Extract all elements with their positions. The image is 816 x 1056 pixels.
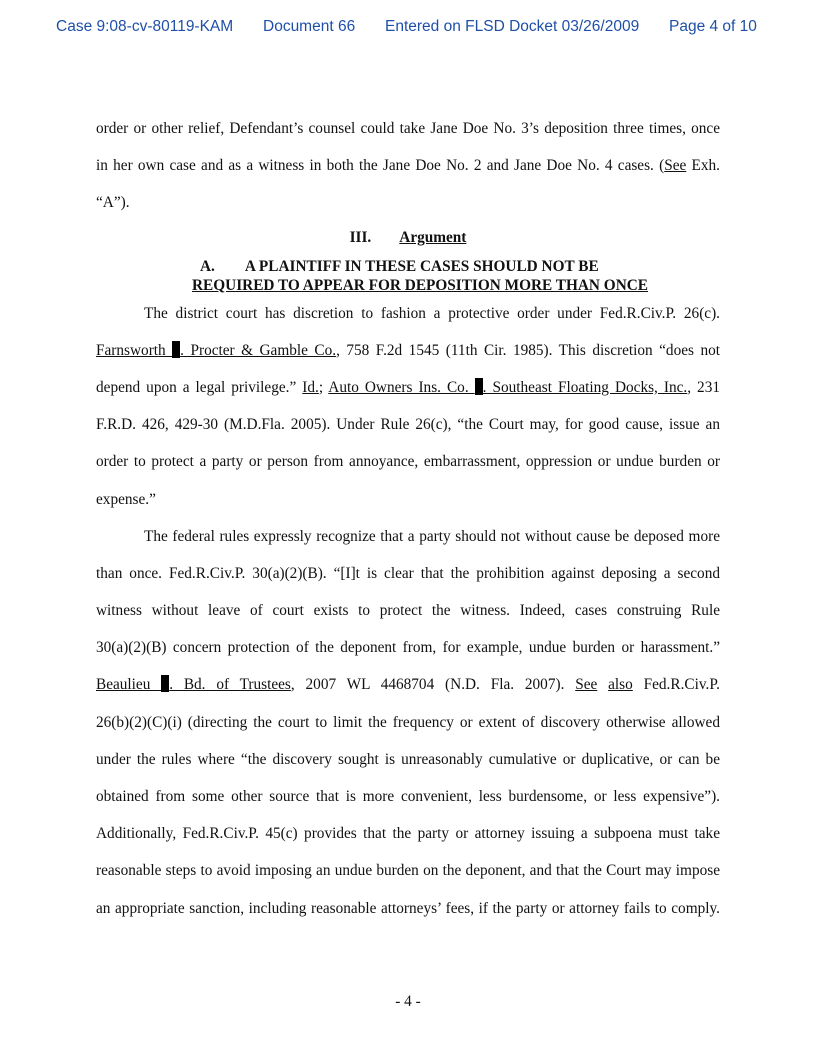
- text-line: obtained from some other source that is more convenient, less burdensome, or less expensive”).: [96, 788, 720, 805]
- text-line: F.R.D. 426, 429-30 (M.D.Fla. 2005). Under Rule 26(c), “the Court may, for good cause, issue an: [96, 416, 720, 434]
- subsection-title-line1: A PLAINTIFF IN THESE CASES SHOULD NOT BE: [244, 257, 599, 275]
- case-citation: Farnsworth . Procter & Gamble Co.: [96, 341, 337, 359]
- citation-signal: See: [664, 157, 687, 175]
- text-line: “A”).: [96, 194, 130, 212]
- document-number: Document 66: [263, 18, 356, 35]
- text-line: Beaulieu . Bd. of Trustees, 2007 WL 4468704 (N.D. Fla. 2007). See also Fed.R.Civ.P.: [96, 676, 720, 694]
- subsection-letter: A.: [200, 257, 215, 275]
- text-line: Additionally, Fed.R.Civ.P. 45(c) provides that the party or attorney issuing a subpoena must take: [96, 825, 720, 843]
- citation-signal: also: [608, 676, 633, 694]
- text-line: Farnsworth . Procter & Gamble Co., 758 F.2d 1545 (11th Cir. 1985). This discretion “does not: [96, 341, 720, 359]
- text-line: order to protect a party or person from annoyance, embarrassment, oppression or undue burden or: [96, 453, 720, 471]
- citation-signal: See: [575, 676, 598, 694]
- text-line: reasonable steps to avoid imposing an undue burden on the deponent, and that the Court may impose: [96, 862, 720, 880]
- page-number: - 4 -: [395, 993, 421, 1010]
- text-line: The district court has discretion to fashion a protective order under Fed.R.Civ.P. 26(c).: [144, 304, 720, 322]
- redaction-mark: [475, 378, 483, 395]
- text-line: under the rules where “the discovery sought is unreasonably cumulative or duplicative, or can be: [96, 750, 720, 768]
- case-citation: Beaulieu . Bd. of Trustees: [96, 676, 291, 694]
- text-line: witness without leave of court exists to protect the witness. Indeed, cases construing Rule: [96, 602, 720, 620]
- section-number: III.: [349, 228, 372, 246]
- text-line: 26(b)(2)(C)(i) (directing the court to limit the frequency or extent of discovery otherwise allowed: [96, 713, 720, 731]
- redaction-mark: [172, 341, 180, 358]
- text-line: order or other relief, Defendant’s counsel could take Jane Doe No. 3’s deposition three times, once: [96, 120, 720, 137]
- section-title: Argument: [399, 228, 467, 246]
- subsection-heading: [96, 254, 720, 295]
- text-line: The federal rules expressly recognize that a party should not without cause be deposed more: [144, 527, 720, 545]
- section-heading: [96, 222, 720, 254]
- case-citation: Auto Owners Ins. Co. . Southeast Floating Docks, Inc.: [328, 378, 688, 396]
- redaction-mark: [161, 675, 169, 692]
- document-body: [96, 110, 720, 927]
- page-of-total: Page 4 of 10: [669, 18, 757, 35]
- text-line: 30(a)(2)(B) concern protection of the deponent from, for example, undue burden or harassment.”: [96, 639, 720, 657]
- text-line: than once. Fed.R.Civ.P. 30(a)(2)(B). “[I]t is clear that the prohibition against deposing a second: [96, 564, 720, 582]
- subsection-title-line2: REQUIRED TO APPEAR FOR DEPOSITION MORE THAN ONCE: [192, 276, 648, 294]
- text-line: expense.”: [96, 490, 156, 508]
- id-citation: Id.: [302, 378, 319, 396]
- docket-entry-date: Entered on FLSD Docket 03/26/2009: [385, 18, 640, 35]
- text-line: depend upon a legal privilege.” Id.; Auto Owners Ins. Co. . Southeast Floating Docks, Inc., 231: [96, 378, 720, 396]
- case-number: Case 9:08-cv-80119-KAM: [56, 18, 234, 35]
- text-line: an appropriate sanction, including reasonable attorneys’ fees, if the party or attorney fails to comply.: [96, 899, 720, 917]
- text-line: in her own case and as a witness in both the Jane Doe No. 2 and Jane Doe No. 4 cases. (See Exh.: [96, 157, 720, 175]
